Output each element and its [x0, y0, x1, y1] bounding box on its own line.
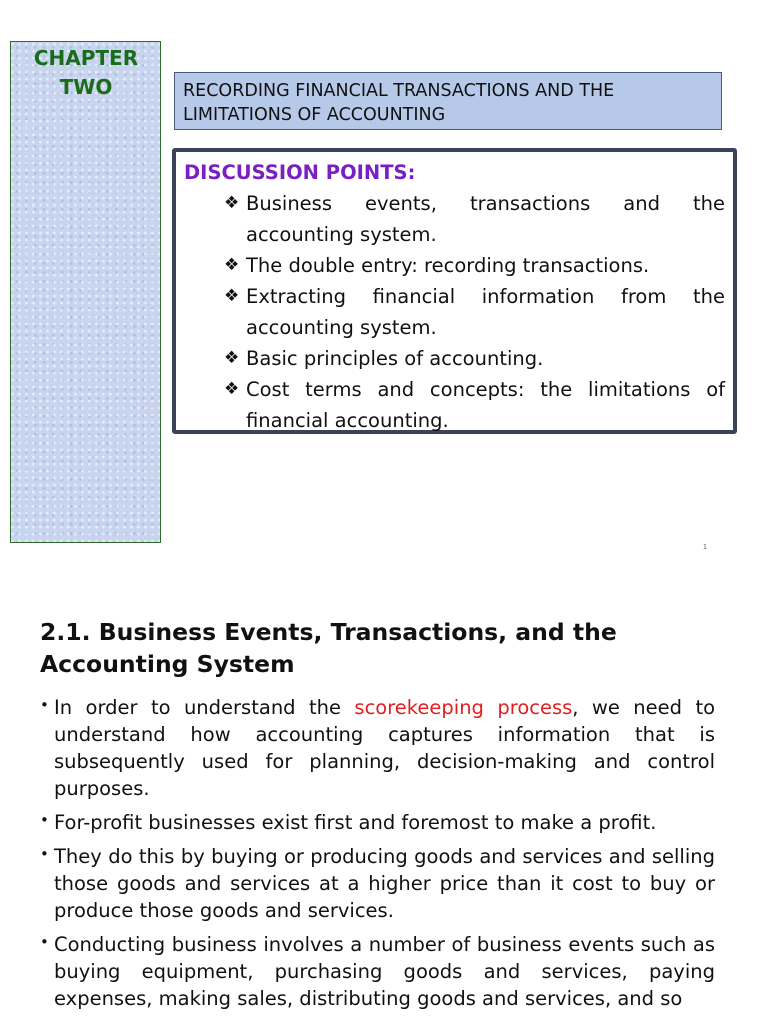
chapter-label: CHAPTER — [33, 46, 139, 70]
highlighted-term: scorekeeping process — [354, 696, 573, 719]
diamond-bullet-icon: ❖ — [224, 286, 240, 306]
discussion-point-text: The double entry: recording transactions. — [246, 254, 650, 277]
body-point — [40, 809, 715, 836]
diamond-bullet-icon: ❖ — [224, 348, 240, 368]
discussion-point — [224, 250, 725, 281]
discussion-point — [224, 281, 725, 343]
bullet-icon: • — [40, 933, 49, 951]
bullet-icon: • — [40, 845, 49, 863]
body-text: , we need to understand how accounting captures information that is subsequently used for planning, decision-making and control purposes. — [54, 696, 716, 800]
discussion-point — [224, 343, 725, 374]
body-text: For-profit businesses exist first and foremost to make a profit. — [54, 811, 657, 834]
diamond-bullet-icon: ❖ — [224, 379, 240, 399]
body-text: Conducting business involves a number of business events such as buying equipment, purchasing goods and services, paying expenses, making sales, distributing goods and services, and so — [54, 933, 715, 1010]
discussion-point-text: Business events, transactions and the accounting system. — [246, 192, 725, 246]
diamond-bullet-icon: ❖ — [224, 255, 240, 275]
discussion-point-text: Extracting financial information from the accounting system. — [246, 285, 725, 339]
body-point — [40, 931, 715, 1012]
body-bullet-list — [40, 694, 715, 1019]
chapter-side-panel — [10, 41, 161, 543]
chapter-number: TWO — [59, 75, 113, 99]
discussion-point-text: Basic principles of accounting. — [246, 347, 544, 370]
body-point — [40, 694, 715, 802]
bullet-icon: • — [40, 811, 49, 829]
body-point — [40, 843, 715, 924]
chapter-title — [0, 44, 172, 102]
body-text: They do this by buying or producing goods and services and selling those goods and services at a higher price than it cost to buy or produce those goods and services. — [54, 845, 715, 922]
section-title: 2.1. Business Events, Transactions, and the Accounting System — [40, 618, 617, 678]
bullet-icon: • — [40, 696, 49, 714]
topic-title-box: RECORDING FINANCIAL TRANSACTIONS AND THE LIMITATIONS OF ACCOUNTING — [174, 72, 722, 130]
discussion-heading: DISCUSSION POINTS: — [184, 161, 416, 184]
discussion-list — [184, 188, 725, 436]
discussion-points-box — [172, 148, 737, 434]
discussion-point — [224, 188, 725, 250]
slide-2 — [0, 590, 768, 1024]
body-text: In order to understand the — [54, 696, 355, 719]
discussion-point-text: Cost terms and concepts: the limitations of financial accounting. — [246, 378, 725, 432]
discussion-point — [224, 374, 725, 436]
page-number: 1 — [703, 544, 707, 551]
diamond-bullet-icon: ❖ — [224, 193, 240, 213]
